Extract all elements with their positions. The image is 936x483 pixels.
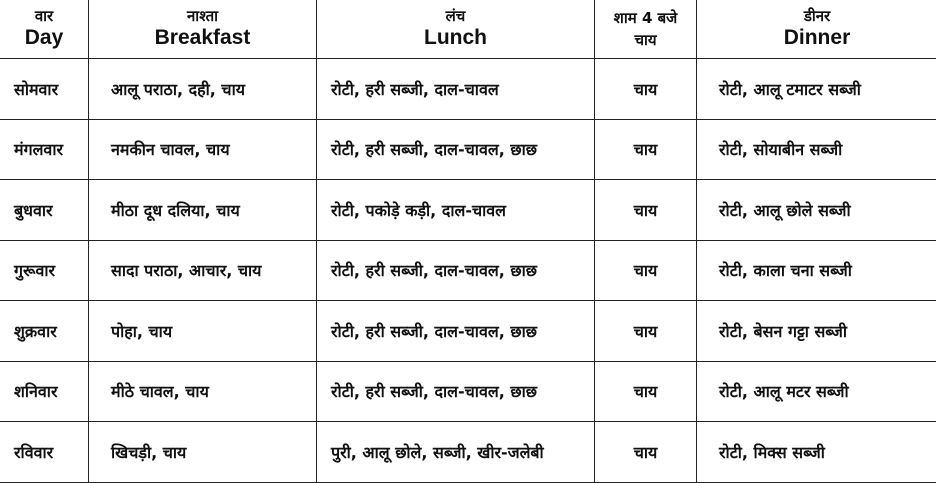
header-lunch-hindi: लंच xyxy=(317,8,594,25)
header-day xyxy=(0,0,89,59)
breakfast-cell: आलू पराठा, दही, चाय xyxy=(89,59,317,120)
day-cell: बुधवार xyxy=(0,180,89,241)
breakfast-cell: मीठे चावल, चाय xyxy=(89,361,317,422)
dinner-cell: रोटी, मिक्स सब्जी xyxy=(697,422,936,483)
tea-cell: चाय xyxy=(595,422,697,483)
dinner-cell: रोटी, बेसन गट्टा सब्जी xyxy=(697,301,936,362)
table-row xyxy=(0,301,936,362)
table-row xyxy=(0,59,936,120)
breakfast-cell: मीठा दूध दलिया, चाय xyxy=(89,180,317,241)
dinner-cell: रोटी, सोयाबीन सब्जी xyxy=(697,119,936,180)
header-day-english: Day xyxy=(0,26,88,50)
day-cell: रविवार xyxy=(0,422,89,483)
lunch-cell: रोटी, हरी सब्जी, दाल-चावल, छाछ xyxy=(317,361,595,422)
header-lunch-english: Lunch xyxy=(317,26,594,50)
tea-cell: चाय xyxy=(595,180,697,241)
header-row xyxy=(0,0,936,59)
dinner-cell: रोटी, आलू छोले सब्जी xyxy=(697,180,936,241)
header-breakfast xyxy=(89,0,317,59)
header-dinner xyxy=(697,0,936,59)
breakfast-cell: नमकीन चावल, चाय xyxy=(89,119,317,180)
lunch-cell: रोटी, पकोड़े कड़ी, दाल-चावल xyxy=(317,180,595,241)
header-tea-line1: शाम 4 बजे xyxy=(595,7,696,30)
day-cell: मंगलवार xyxy=(0,119,89,180)
tea-cell: चाय xyxy=(595,361,697,422)
header-day-hindi: वार xyxy=(0,8,88,25)
dinner-cell: रोटी, काला चना सब्जी xyxy=(697,240,936,301)
lunch-cell: रोटी, हरी सब्जी, दाल-चावल, छाछ xyxy=(317,240,595,301)
table-row xyxy=(0,180,936,241)
header-breakfast-english: Breakfast xyxy=(89,26,316,50)
table-row xyxy=(0,119,936,180)
lunch-cell: रोटी, हरी सब्जी, दाल-चावल xyxy=(317,59,595,120)
dinner-cell: रोटी, आलू टमाटर सब्जी xyxy=(697,59,936,120)
breakfast-cell: खिचड़ी, चाय xyxy=(89,422,317,483)
header-lunch xyxy=(317,0,595,59)
day-cell: शनिवार xyxy=(0,361,89,422)
tea-cell: चाय xyxy=(595,240,697,301)
day-cell: गुरूवार xyxy=(0,240,89,301)
table-row xyxy=(0,240,936,301)
breakfast-cell: पोहा, चाय xyxy=(89,301,317,362)
breakfast-cell: सादा पराठा, आचार, चाय xyxy=(89,240,317,301)
table-row xyxy=(0,361,936,422)
tea-cell: चाय xyxy=(595,119,697,180)
header-dinner-english: Dinner xyxy=(697,26,936,50)
header-dinner-hindi: डीनर xyxy=(697,8,936,25)
lunch-cell: पुरी, आलू छोले, सब्जी, खीर-जलेबी xyxy=(317,422,595,483)
day-cell: शुक्रवार xyxy=(0,301,89,362)
header-breakfast-hindi: नाश्ता xyxy=(89,8,316,25)
dinner-cell: रोटी, आलू मटर सब्जी xyxy=(697,361,936,422)
header-tea-line2: चाय xyxy=(595,29,696,52)
header-tea xyxy=(595,0,697,59)
table-row xyxy=(0,422,936,483)
day-cell: सोमवार xyxy=(0,59,89,120)
tea-cell: चाय xyxy=(595,301,697,362)
lunch-cell: रोटी, हरी सब्जी, दाल-चावल, छाछ xyxy=(317,301,595,362)
tea-cell: चाय xyxy=(595,59,697,120)
lunch-cell: रोटी, हरी सब्जी, दाल-चावल, छाछ xyxy=(317,119,595,180)
